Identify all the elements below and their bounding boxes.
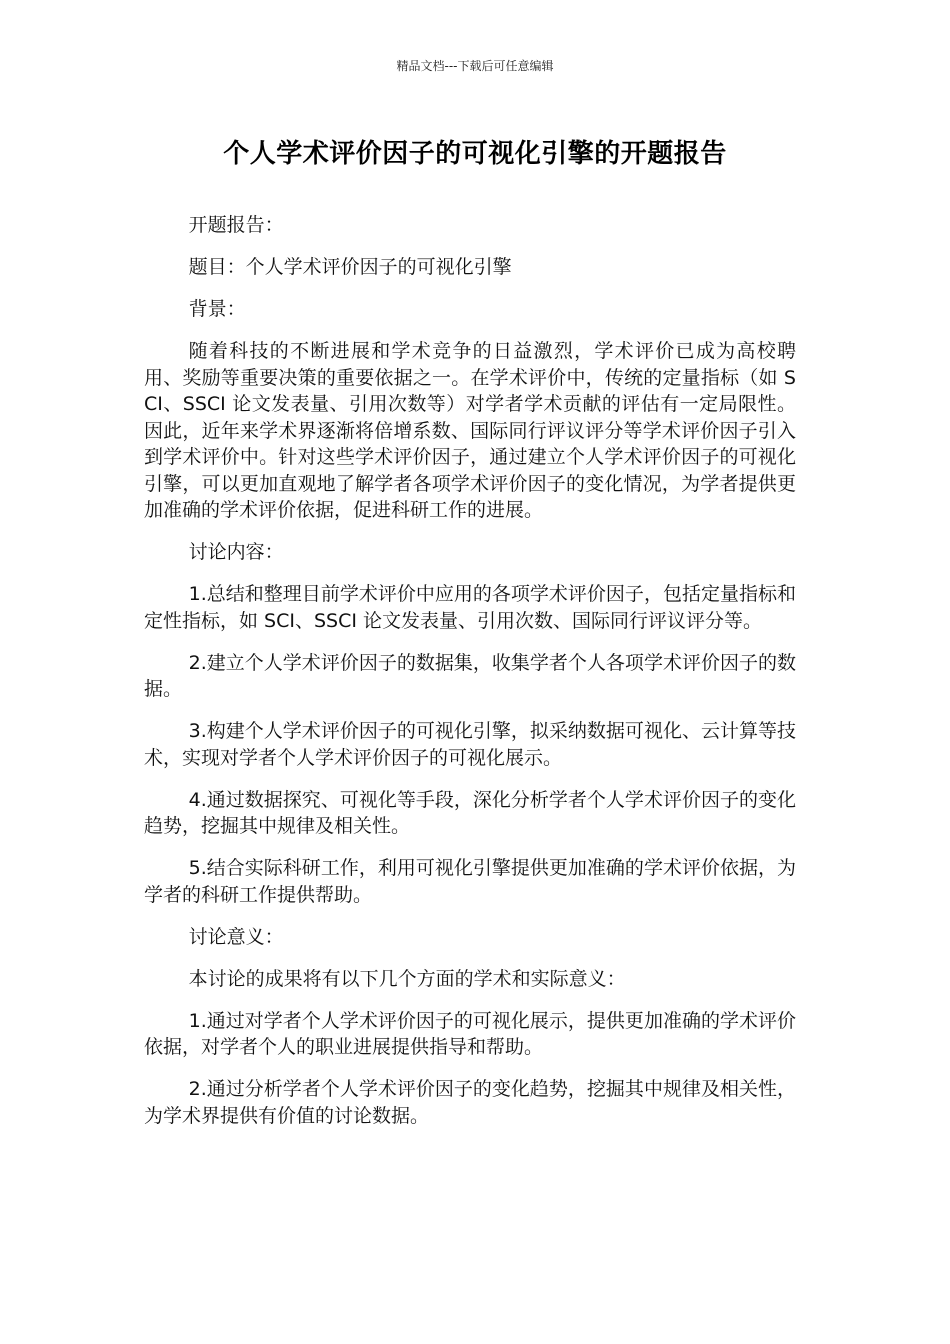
content-item-5: 5.结合实际科研工作，利用可视化引擎提供更加准确的学术评价依据，为学者的科研工作提供帮助。	[144, 857, 796, 906]
content-item-1: 1.总结和整理目前学术评价中应用的各项学术评价因子，包括定量指标和定性指标，如 SCI、SSCI 论文发表量、引用次数、国际同行评议评分等。	[144, 583, 796, 632]
document-body	[144, 212, 796, 1129]
content-item-3: 3.构建个人学术评价因子的可视化引擎，拟采纳数据可视化、云计算等技术，实现对学者个人学术评价因子的可视化展示。	[144, 720, 796, 769]
content-item-4: 4.通过数据探究、可视化等手段，深化分析学者个人学术评价因子的变化趋势，挖掘其中规律及相关性。	[144, 788, 796, 837]
significance-item-2: 2.通过分析学者个人学术评价因子的变化趋势，挖掘其中规律及相关性，为学术界提供有价值的讨论数据。	[144, 1078, 796, 1127]
content-item-2: 2.建立个人学术评价因子的数据集，收集学者个人各项学术评价因子的数据。	[144, 651, 796, 700]
header-note: 精品文档---下载后可任意编辑	[396, 59, 554, 73]
label-discussion-content: 讨论内容：	[188, 541, 284, 563]
label-discussion-significance: 讨论意义：	[188, 925, 284, 948]
background-paragraph: 随着科技的不断进展和学术竞争的日益激烈，学术评价已成为高校聘用、奖励等重要决策的重要依据之一。在学术评价中，传统的定量指标（如 SCI、SSCI 论文发表量、引用次数等）对学者学术贡献的评估有一定局限性。因此，近年来学术界逐渐将倍增系数、国际同行评议评分等学术评价因子引入到学术评价中。针对这些学术评价因子，通过建立个人学术评价因子的可视化引擎，可以更加直观地了解学者各项学术评价因子的变化情况，为学者提供更加准确的学术评价依据，促进科研工作的进展。	[144, 340, 796, 521]
significance-item-1: 1.通过对学者个人学术评价因子的可视化展示，提供更加准确的学术评价依据，对学者个人的职业进展提供指导和帮助。	[144, 1009, 796, 1058]
significance-intro: 本讨论的成果将有以下几个方面的学术和实际意义：	[188, 967, 626, 990]
label-background: 背景：	[188, 298, 246, 320]
label-report: 开题报告：	[188, 214, 284, 236]
document-title: 个人学术评价因子的可视化引擎的开题报告	[223, 139, 727, 169]
label-topic: 题目：个人学术评价因子的可视化引擎	[188, 256, 512, 278]
